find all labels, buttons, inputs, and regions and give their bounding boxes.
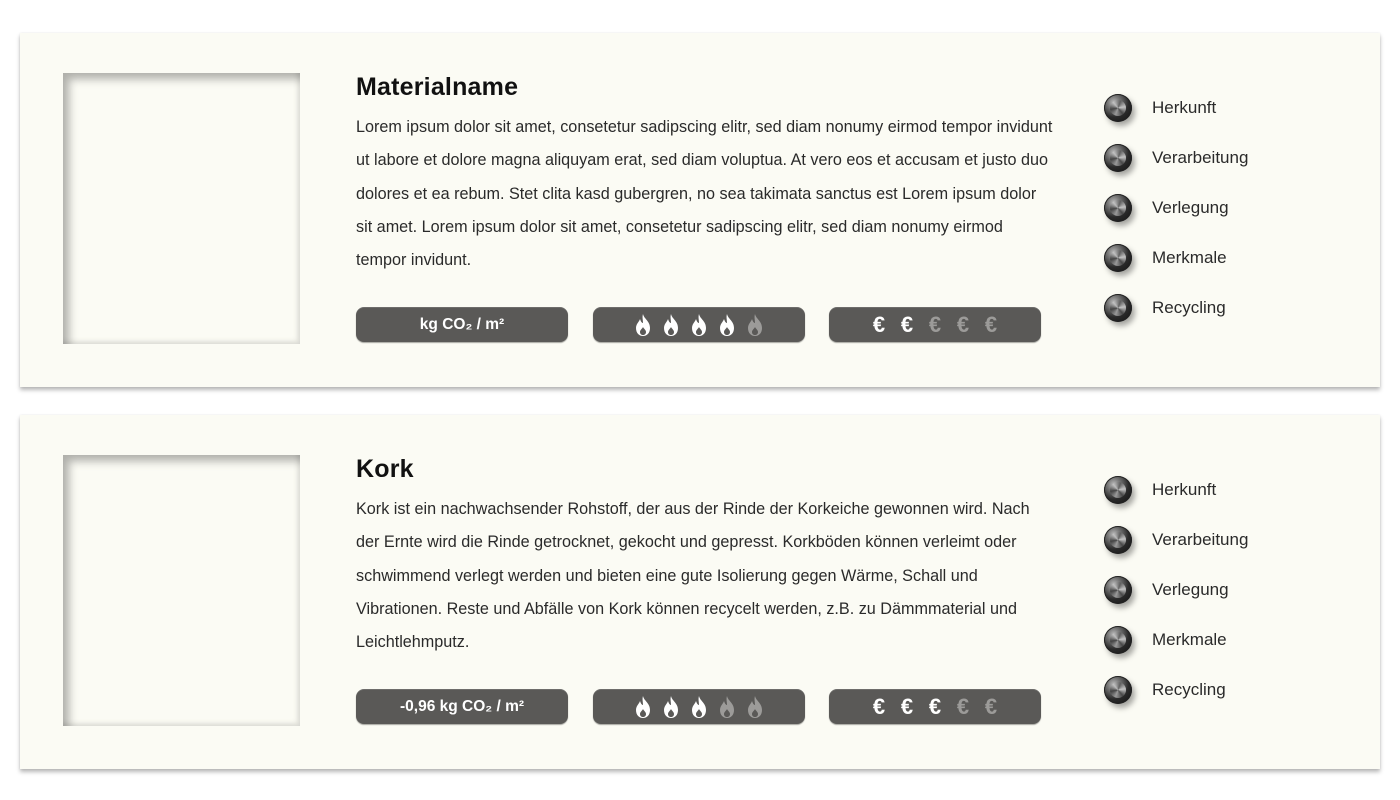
material-title: Kork	[356, 455, 414, 483]
co2-label: -0,96 kg CO₂ / m²	[399, 697, 525, 715]
flame-icon	[660, 313, 682, 337]
euro-icon: €	[900, 311, 914, 337]
nav-item-merkmale[interactable]	[1104, 623, 1364, 657]
nav-item-label: Herkunft	[1152, 98, 1217, 117]
nav-item-label: Recycling	[1152, 298, 1226, 317]
material-card	[20, 33, 1380, 387]
nav-item-label: Verlegung	[1152, 580, 1229, 599]
material-description: Kork ist ein nachwachsender Rohstoff, der aus der Rinde der Korkeiche gewonnen wird. Nach der Ernte wird die Rinde getrocknet, gekocht und gepresst. Korkböden können verleimt oder schwimmend verlegt werden und bieten eine gute Isolierung gegen Wärme, Schall und Vibrationen. Reste und Abfälle von Kork können recycelt werden, z.B. zu Dämmmaterial und Leichtlehmputz.	[356, 500, 1030, 652]
nav-item-label: Verarbeitung	[1152, 148, 1249, 167]
nav-item-verarbeitung[interactable]	[1104, 141, 1364, 175]
nav-item-label: Verarbeitung	[1152, 530, 1249, 549]
flame-icon	[688, 313, 710, 337]
nav-item-herkunft[interactable]	[1104, 473, 1364, 507]
flame-icons	[632, 313, 766, 337]
knob-icon	[1104, 244, 1132, 272]
nav-item-recycling[interactable]	[1104, 291, 1364, 325]
cost-rating	[829, 689, 1041, 724]
euro-icon: €	[984, 693, 998, 719]
knob-icon	[1104, 576, 1132, 604]
flame-icon	[716, 313, 738, 337]
knob-icon	[1104, 194, 1132, 222]
flame-icon	[688, 695, 710, 719]
co2-badge	[356, 307, 568, 342]
material-card	[20, 415, 1380, 769]
nav-item-merkmale[interactable]	[1104, 241, 1364, 275]
knob-icon	[1104, 626, 1132, 654]
flammability-rating	[593, 689, 805, 724]
flammability-rating	[593, 307, 805, 342]
material-image-placeholder	[63, 455, 300, 726]
euro-icon: €	[928, 693, 942, 719]
flame-icon	[632, 695, 654, 719]
nav-item-label: Merkmale	[1152, 630, 1227, 649]
nav-item-herkunft[interactable]	[1104, 91, 1364, 125]
nav-item-label: Recycling	[1152, 680, 1226, 699]
nav-item-verlegung[interactable]	[1104, 191, 1364, 225]
knob-icon	[1104, 476, 1132, 504]
euro-icon: €	[872, 693, 886, 719]
nav-item-label: Merkmale	[1152, 248, 1227, 267]
cost-rating	[829, 307, 1041, 342]
flame-icons	[632, 695, 766, 719]
knob-icon	[1104, 144, 1132, 172]
nav-item-label: Verlegung	[1152, 198, 1229, 217]
knob-icon	[1104, 294, 1132, 322]
material-image-placeholder	[63, 73, 300, 344]
euro-icon: €	[956, 311, 970, 337]
material-description: Lorem ipsum dolor sit amet, consetetur sadipscing elitr, sed diam nonumy eirmod tempor invidunt ut labore et dolore magna aliquyam erat, sed diam voluptua. At vero eos et accusam et justo duo dolores et ea rebum. Stet clita kasd gubergren, no sea takimata sanctus est Lorem ipsum dolor sit amet. Lorem ipsum dolor sit amet, consetetur sadipscing elitr, sed diam nonumy eirmod tempor invidunt.	[356, 118, 1053, 270]
material-title: Materialname	[356, 73, 519, 101]
knob-icon	[1104, 526, 1132, 554]
knob-icon	[1104, 676, 1132, 704]
nav-item-verlegung[interactable]	[1104, 573, 1364, 607]
flame-icon	[744, 313, 766, 337]
flame-icon	[716, 695, 738, 719]
flame-icon	[660, 695, 682, 719]
nav-item-recycling[interactable]	[1104, 673, 1364, 707]
nav-item-label: Herkunft	[1152, 480, 1217, 499]
euro-icons	[868, 311, 1002, 337]
euro-icon: €	[984, 311, 998, 337]
euro-icons	[868, 693, 1002, 719]
euro-icon: €	[900, 693, 914, 719]
euro-icon: €	[928, 311, 942, 337]
co2-label: kg CO₂ / m²	[419, 315, 505, 333]
co2-badge	[356, 689, 568, 724]
flame-icon	[744, 695, 766, 719]
knob-icon	[1104, 94, 1132, 122]
nav-item-verarbeitung[interactable]	[1104, 523, 1364, 557]
euro-icon: €	[872, 311, 886, 337]
flame-icon	[632, 313, 654, 337]
euro-icon: €	[956, 693, 970, 719]
